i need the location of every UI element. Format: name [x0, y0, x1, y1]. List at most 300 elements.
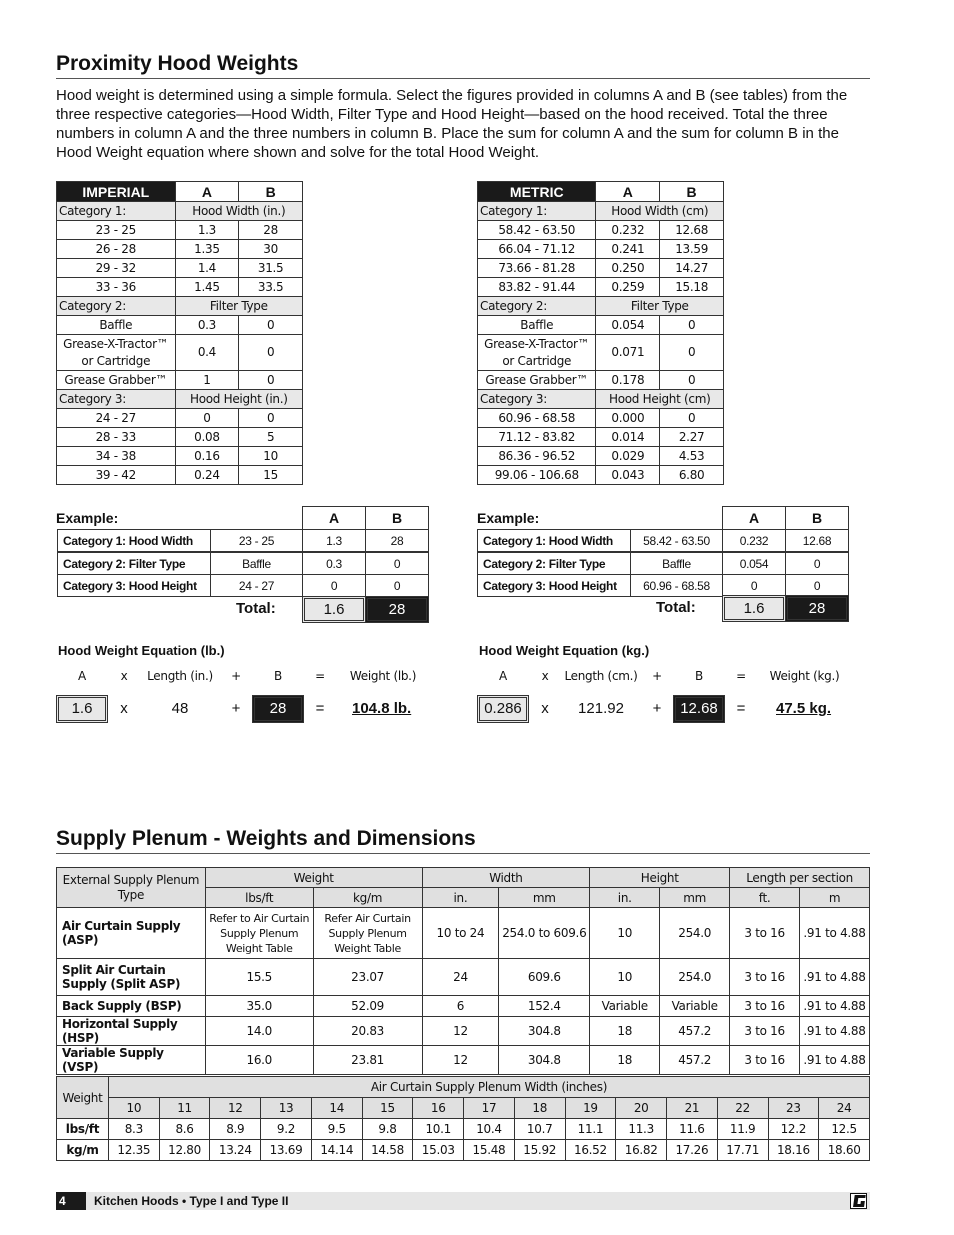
table-cell: 24 — [422, 959, 499, 996]
table-cell: 30 — [239, 240, 303, 259]
example-col-b: B — [785, 506, 849, 530]
imperial-category-table — [56, 181, 303, 485]
table-cell: 14.0 — [205, 1017, 313, 1046]
eq-result: 104.8 lb. — [352, 700, 412, 717]
acsp-title: Air Curtain Supply Plenum Width (inches) — [108, 1077, 869, 1098]
table-cell: 10 to 24 — [422, 908, 499, 959]
table-cell: 0.259 — [596, 278, 660, 297]
category-name: Category 3: — [478, 390, 596, 409]
plenum-type-name: Back Supply (BSP) — [57, 996, 206, 1017]
eq-x: x — [120, 700, 128, 717]
example-row-name: Category 1: Hood Width — [57, 529, 211, 552]
table-cell: Grease-X-Tractor™ or Cartridge — [478, 335, 596, 371]
table-row — [57, 1046, 870, 1075]
width-header-cell: 10 — [108, 1098, 159, 1119]
table-cell: 0.043 — [596, 466, 660, 485]
table-cell: 1.4 — [175, 259, 239, 278]
table-row — [478, 278, 724, 297]
table-cell: 0.250 — [596, 259, 660, 278]
air-curtain-weight-table — [56, 1076, 870, 1161]
weight-cell: 14.58 — [362, 1140, 413, 1161]
table-cell: 18 — [590, 1017, 660, 1046]
table-cell: 0.014 — [596, 428, 660, 447]
table-cell: 58.42 - 63.50 — [478, 221, 596, 240]
category-row — [57, 202, 303, 221]
category-label: Filter Type — [175, 297, 302, 316]
total-label: Total: — [656, 599, 696, 616]
width-header-cell: 24 — [819, 1098, 870, 1119]
example-row-value: 12.68 — [785, 529, 849, 552]
eq-header-equals: = — [315, 669, 325, 683]
eq-plus: + — [231, 700, 241, 717]
table-cell: .91 to 4.88 — [800, 996, 870, 1017]
plenum-type-name: Air Curtain Supply (ASP) — [57, 908, 206, 959]
table-cell: 15.18 — [660, 278, 724, 297]
table-row — [57, 1017, 870, 1046]
table-cell: 33.5 — [239, 278, 303, 297]
example-row-value: 0.3 — [302, 552, 366, 575]
example-col-a: A — [302, 506, 366, 530]
table-cell: 28 — [239, 221, 303, 240]
table-cell: 6.80 — [660, 466, 724, 485]
table-cell: 152.4 — [499, 996, 590, 1017]
plenum-type-name: Split Air Curtain Supply (Split ASP) — [57, 959, 206, 996]
table-cell: 23 - 25 — [57, 221, 176, 240]
example-row-value: 60.96 - 68.58 — [630, 574, 723, 597]
total-a-box: 1.6 — [722, 595, 786, 622]
table-row — [57, 996, 870, 1017]
table-row — [57, 278, 303, 297]
eq-header-plus: + — [652, 669, 662, 683]
category-name: Category 3: — [57, 390, 176, 409]
table-cell: 23.81 — [313, 1046, 422, 1075]
example-row-value: 0 — [365, 574, 429, 597]
eq-a-box: 0.286 — [477, 695, 529, 723]
table-cell: Baffle — [478, 316, 596, 335]
example-row-value: 24 - 27 — [210, 574, 303, 597]
table-row — [57, 259, 303, 278]
table-cell: 1.35 — [175, 240, 239, 259]
table-cell: 12.68 — [660, 221, 724, 240]
total-b-box: 28 — [365, 596, 429, 623]
equation-title: Hood Weight Equation (kg.) — [479, 643, 650, 658]
width-header-cell: 13 — [261, 1098, 312, 1119]
table-cell: .91 to 4.88 — [800, 1017, 870, 1046]
eq-b-box: 12.68 — [673, 695, 725, 723]
example-row-name: Category 2: Filter Type — [57, 552, 211, 575]
weight-cell: 11.9 — [717, 1119, 768, 1140]
table-cell: 99.06 - 106.68 — [478, 466, 596, 485]
example-row-value: 23 - 25 — [210, 529, 303, 552]
weight-cell: 13.24 — [210, 1140, 261, 1161]
table-cell: .91 to 4.88 — [800, 908, 870, 959]
table-cell: 304.8 — [499, 1017, 590, 1046]
width-header-cell: 15 — [362, 1098, 413, 1119]
table-header-cell: A — [175, 182, 239, 202]
table-cell: 26 - 28 — [57, 240, 176, 259]
table-row — [57, 959, 870, 996]
table-cell: 23.07 — [313, 959, 422, 996]
example-col-a: A — [722, 506, 786, 530]
category-name: Category 1: — [57, 202, 176, 221]
title-divider — [56, 78, 870, 79]
supply-plenum-table — [56, 867, 870, 1075]
table-row — [478, 466, 724, 485]
table-row — [57, 447, 303, 466]
table-cell: 0.08 — [175, 428, 239, 447]
example-row-value: 28 — [365, 529, 429, 552]
table-cell: 39 - 42 — [57, 466, 176, 485]
eq-equals: = — [736, 700, 746, 717]
width-header-cell: 17 — [464, 1098, 515, 1119]
table-row — [57, 466, 303, 485]
example-row-value: 0 — [785, 574, 849, 597]
table-row — [57, 335, 303, 371]
table-row — [478, 259, 724, 278]
weight-cell: 16.52 — [565, 1140, 616, 1161]
eq-x: x — [541, 700, 549, 717]
table-cell: 0.241 — [596, 240, 660, 259]
table-cell: 0.000 — [596, 409, 660, 428]
category-name: Category 2: — [478, 297, 596, 316]
table-cell: 0 — [660, 316, 724, 335]
table-cell: 66.04 - 71.12 — [478, 240, 596, 259]
weight-cell: 13.69 — [261, 1140, 312, 1161]
row-label: lbs/ft — [57, 1119, 109, 1140]
table-cell: 0.232 — [596, 221, 660, 240]
eq-header-weight: Weight (lb.) — [349, 669, 417, 683]
category-label: Hood Height (cm) — [596, 390, 724, 409]
table-cell: 3 to 16 — [730, 959, 800, 996]
table-header-cell: A — [596, 182, 660, 202]
greenheck-g-logo-icon — [850, 1193, 867, 1209]
weight-cell: 12.2 — [768, 1119, 819, 1140]
table-row — [478, 240, 724, 259]
example-row-value: 0 — [785, 552, 849, 575]
table-cell: 0.16 — [175, 447, 239, 466]
table-cell: .91 to 4.88 — [800, 1046, 870, 1075]
width-header-cell: 12 — [210, 1098, 261, 1119]
total-b-box: 28 — [785, 595, 849, 622]
header-height: Height — [590, 868, 730, 888]
table-cell: 34 - 38 — [57, 447, 176, 466]
table-cell: 3 to 16 — [730, 1017, 800, 1046]
table-cell: 0 — [239, 335, 303, 371]
weight-cell: 9.8 — [362, 1119, 413, 1140]
eq-equals: = — [315, 700, 325, 717]
table-cell: 0 — [239, 409, 303, 428]
eq-header-a: A — [499, 669, 507, 683]
table-cell: 12 — [422, 1017, 499, 1046]
table-cell: 254.0 — [660, 908, 730, 959]
table-cell: Variable — [660, 996, 730, 1017]
subheader-cell: ft. — [730, 888, 800, 908]
subheader-cell: m — [800, 888, 870, 908]
category-row — [57, 297, 303, 316]
table-cell: Grease Grabber™ — [57, 371, 176, 390]
table-cell: 0 — [660, 335, 724, 371]
weight-cell: 18.60 — [819, 1140, 870, 1161]
table-cell: 0 — [239, 371, 303, 390]
width-header-cell: 11 — [159, 1098, 210, 1119]
weight-cell: 16.82 — [616, 1140, 667, 1161]
table-row — [478, 371, 724, 390]
weight-cell: 8.9 — [210, 1119, 261, 1140]
table-cell: 254.0 — [660, 959, 730, 996]
weight-cell: 18.16 — [768, 1140, 819, 1161]
weight-cell: 15.03 — [413, 1140, 464, 1161]
table-header-cell: IMPERIAL — [57, 182, 176, 202]
example-row-name: Category 3: Hood Height — [57, 574, 211, 597]
category-name: Category 2: — [57, 297, 176, 316]
table-cell: 12 — [422, 1046, 499, 1075]
table-cell: 1 — [175, 371, 239, 390]
table-cell: 28 - 33 — [57, 428, 176, 447]
eq-header-length: Length (in.) — [147, 669, 213, 683]
title-divider — [56, 853, 870, 854]
table-header-cell: B — [239, 182, 303, 202]
weight-cell: 11.6 — [667, 1119, 718, 1140]
width-header-cell: 18 — [514, 1098, 565, 1119]
row-label: kg/m — [57, 1140, 109, 1161]
table-cell: 24 - 27 — [57, 409, 176, 428]
table-cell: 304.8 — [499, 1046, 590, 1075]
example-row-value: 0.232 — [722, 529, 786, 552]
table-cell: 457.2 — [660, 1046, 730, 1075]
table-cell: 0.4 — [175, 335, 239, 371]
table-cell: 10 — [239, 447, 303, 466]
table-row — [57, 221, 303, 240]
table-cell: Refer to Air Curtain Supply Plenum Weight Table — [205, 908, 313, 959]
example-row-name: Category 3: Hood Height — [477, 574, 631, 597]
table-cell: 0 — [660, 409, 724, 428]
table-row — [57, 428, 303, 447]
table-cell: 609.6 — [499, 959, 590, 996]
category-row — [478, 202, 724, 221]
intro-paragraph: Hood weight is determined using a simple formula. Select the figures provided in columns A and B (see tables) from the three respective categories—Hood Width, Filter Type and Hood Height—based on the hood received. Total the three numbers in column A and the three numbers in column B. Place the sum for column A and the sum for column B in the Hood Weight equation where shown and solve for the total Hood Weight. — [56, 87, 848, 161]
table-row — [57, 908, 870, 959]
footer-text: Kitchen Hoods • Type I and Type II — [94, 1194, 289, 1208]
table-cell: 457.2 — [660, 1017, 730, 1046]
table-cell: 0.054 — [596, 316, 660, 335]
table-cell: 71.12 - 83.82 — [478, 428, 596, 447]
category-row — [57, 390, 303, 409]
eq-header-x: x — [541, 669, 549, 683]
section-title-supply-plenum: Supply Plenum - Weights and Dimensions — [56, 827, 476, 850]
eq-header-weight: Weight (kg.) — [769, 669, 840, 683]
table-cell: 18 — [590, 1046, 660, 1075]
table-cell: 0.029 — [596, 447, 660, 466]
table-cell: Grease Grabber™ — [478, 371, 596, 390]
table-cell: 10 — [590, 908, 660, 959]
eq-header-b: B — [695, 669, 703, 683]
example-row-value: 58.42 - 63.50 — [630, 529, 723, 552]
table-row — [57, 240, 303, 259]
weight-cell: 9.2 — [261, 1119, 312, 1140]
eq-b-box: 28 — [252, 695, 304, 723]
subheader-cell: in. — [590, 888, 660, 908]
weight-cell: 11.1 — [565, 1119, 616, 1140]
example-row-name: Category 1: Hood Width — [477, 529, 631, 552]
table-cell: 10 — [590, 959, 660, 996]
table-cell: 3 to 16 — [730, 908, 800, 959]
table-cell: 2.27 — [660, 428, 724, 447]
category-label: Hood Width (cm) — [596, 202, 724, 221]
table-cell: 0.071 — [596, 335, 660, 371]
weight-cell: 17.26 — [667, 1140, 718, 1161]
table-cell: 0 — [239, 316, 303, 335]
table-row — [478, 409, 724, 428]
weight-cell: 10.4 — [464, 1119, 515, 1140]
subheader-cell: mm — [499, 888, 590, 908]
example-row-value: Baffle — [210, 552, 303, 575]
example-row-value: 0 — [365, 552, 429, 575]
category-label: Hood Height (in.) — [175, 390, 302, 409]
header-width: Width — [422, 868, 590, 888]
width-header-cell: 14 — [311, 1098, 362, 1119]
table-cell: 5 — [239, 428, 303, 447]
table-cell: Baffle — [57, 316, 176, 335]
weight-cell: 11.3 — [616, 1119, 667, 1140]
eq-length: 121.92 — [578, 700, 624, 717]
table-row — [478, 335, 724, 371]
subheader-cell: in. — [422, 888, 499, 908]
table-cell: 73.66 - 81.28 — [478, 259, 596, 278]
eq-header-plus: + — [231, 669, 241, 683]
table-cell: 33 - 36 — [57, 278, 176, 297]
example-row-value: 0.054 — [722, 552, 786, 575]
total-a-box: 1.6 — [302, 596, 366, 623]
table-cell: 1.45 — [175, 278, 239, 297]
example-row-value: 1.3 — [302, 529, 366, 552]
table-row — [478, 428, 724, 447]
example-col-b: B — [365, 506, 429, 530]
table-cell: 0.24 — [175, 466, 239, 485]
header-weight: Weight — [205, 868, 422, 888]
table-cell: 15.5 — [205, 959, 313, 996]
plenum-type-name: Variable Supply (VSP) — [57, 1046, 206, 1075]
table-cell: 16.0 — [205, 1046, 313, 1075]
table-cell: Refer Air Curtain Supply Plenum Weight Table — [313, 908, 422, 959]
header-length: Length per section — [730, 868, 870, 888]
table-row — [57, 409, 303, 428]
table-row — [478, 221, 724, 240]
width-header-cell: 23 — [768, 1098, 819, 1119]
page-number: 4 — [56, 1192, 86, 1210]
example-row-value: Baffle — [630, 552, 723, 575]
table-cell: 0.3 — [175, 316, 239, 335]
weight-cell: 15.48 — [464, 1140, 515, 1161]
table-cell: 254.0 to 609.6 — [499, 908, 590, 959]
table-cell: 31.5 — [239, 259, 303, 278]
category-label: Filter Type — [596, 297, 724, 316]
table-header-cell: B — [660, 182, 724, 202]
table-cell: Variable — [590, 996, 660, 1017]
table-header-row — [478, 182, 724, 202]
table-cell: 0.178 — [596, 371, 660, 390]
weight-cell: 10.7 — [514, 1119, 565, 1140]
table-cell: 1.3 — [175, 221, 239, 240]
table-cell: 15 — [239, 466, 303, 485]
eq-header-length: Length (cm.) — [564, 669, 638, 683]
weight-cell: 15.92 — [514, 1140, 565, 1161]
eq-header-x: x — [120, 669, 128, 683]
table-cell: 83.82 - 91.44 — [478, 278, 596, 297]
width-header-cell: 16 — [413, 1098, 464, 1119]
eq-length: 48 — [171, 700, 189, 717]
table-cell: 13.59 — [660, 240, 724, 259]
category-row — [478, 390, 724, 409]
table-cell: 0 — [660, 371, 724, 390]
table-cell: .91 to 4.88 — [800, 959, 870, 996]
table-row — [478, 316, 724, 335]
table-row — [57, 371, 303, 390]
header-plenum-type: External Supply Plenum Type — [57, 868, 206, 908]
table-cell: 86.36 - 96.52 — [478, 447, 596, 466]
weight-cell: 9.5 — [311, 1119, 362, 1140]
weight-cell: 8.3 — [108, 1119, 159, 1140]
table-cell: 3 to 16 — [730, 1046, 800, 1075]
weight-cell: 8.6 — [159, 1119, 210, 1140]
table-cell: Grease-X-Tractor™ or Cartridge — [57, 335, 176, 371]
example-row-name: Category 2: Filter Type — [477, 552, 631, 575]
eq-a-box: 1.6 — [56, 695, 108, 723]
weight-cell: 10.1 — [413, 1119, 464, 1140]
width-header-cell: 20 — [616, 1098, 667, 1119]
eq-header-a: A — [78, 669, 86, 683]
section-title-proximity-hood-weights: Proximity Hood Weights — [56, 52, 299, 75]
subheader-cell: kg/m — [313, 888, 422, 908]
table-row — [57, 316, 303, 335]
table-cell: 52.09 — [313, 996, 422, 1017]
weight-cell: 14.14 — [311, 1140, 362, 1161]
example-label: Example: — [56, 510, 119, 526]
category-row — [478, 297, 724, 316]
weight-label: Weight — [57, 1077, 109, 1119]
table-cell: 29 - 32 — [57, 259, 176, 278]
table-cell: 3 to 16 — [730, 996, 800, 1017]
weight-cell: 12.5 — [819, 1119, 870, 1140]
subheader-cell: mm — [660, 888, 730, 908]
eq-result: 47.5 kg. — [776, 700, 832, 717]
width-header-cell: 22 — [717, 1098, 768, 1119]
weight-cell: 17.71 — [717, 1140, 768, 1161]
example-label: Example: — [477, 510, 540, 526]
weight-cell: 12.80 — [159, 1140, 210, 1161]
table-cell: 20.83 — [313, 1017, 422, 1046]
table-cell: 60.96 - 68.58 — [478, 409, 596, 428]
table-row — [478, 447, 724, 466]
example-row-value: 0 — [302, 574, 366, 597]
category-label: Hood Width (in.) — [175, 202, 302, 221]
table-cell: 35.0 — [205, 996, 313, 1017]
table-cell: 4.53 — [660, 447, 724, 466]
table-cell: 6 — [422, 996, 499, 1017]
eq-plus: + — [652, 700, 662, 717]
table-header-row — [57, 182, 303, 202]
plenum-type-name: Horizontal Supply (HSP) — [57, 1017, 206, 1046]
eq-header-equals: = — [736, 669, 746, 683]
table-cell: 0 — [175, 409, 239, 428]
metric-category-table — [477, 181, 724, 485]
table-header-cell: METRIC — [478, 182, 596, 202]
eq-header-b: B — [274, 669, 282, 683]
total-label: Total: — [236, 600, 276, 617]
table-cell: 14.27 — [660, 259, 724, 278]
example-row-value: 0 — [722, 574, 786, 597]
weight-cell: 12.35 — [108, 1140, 159, 1161]
subheader-cell: lbs/ft — [205, 888, 313, 908]
